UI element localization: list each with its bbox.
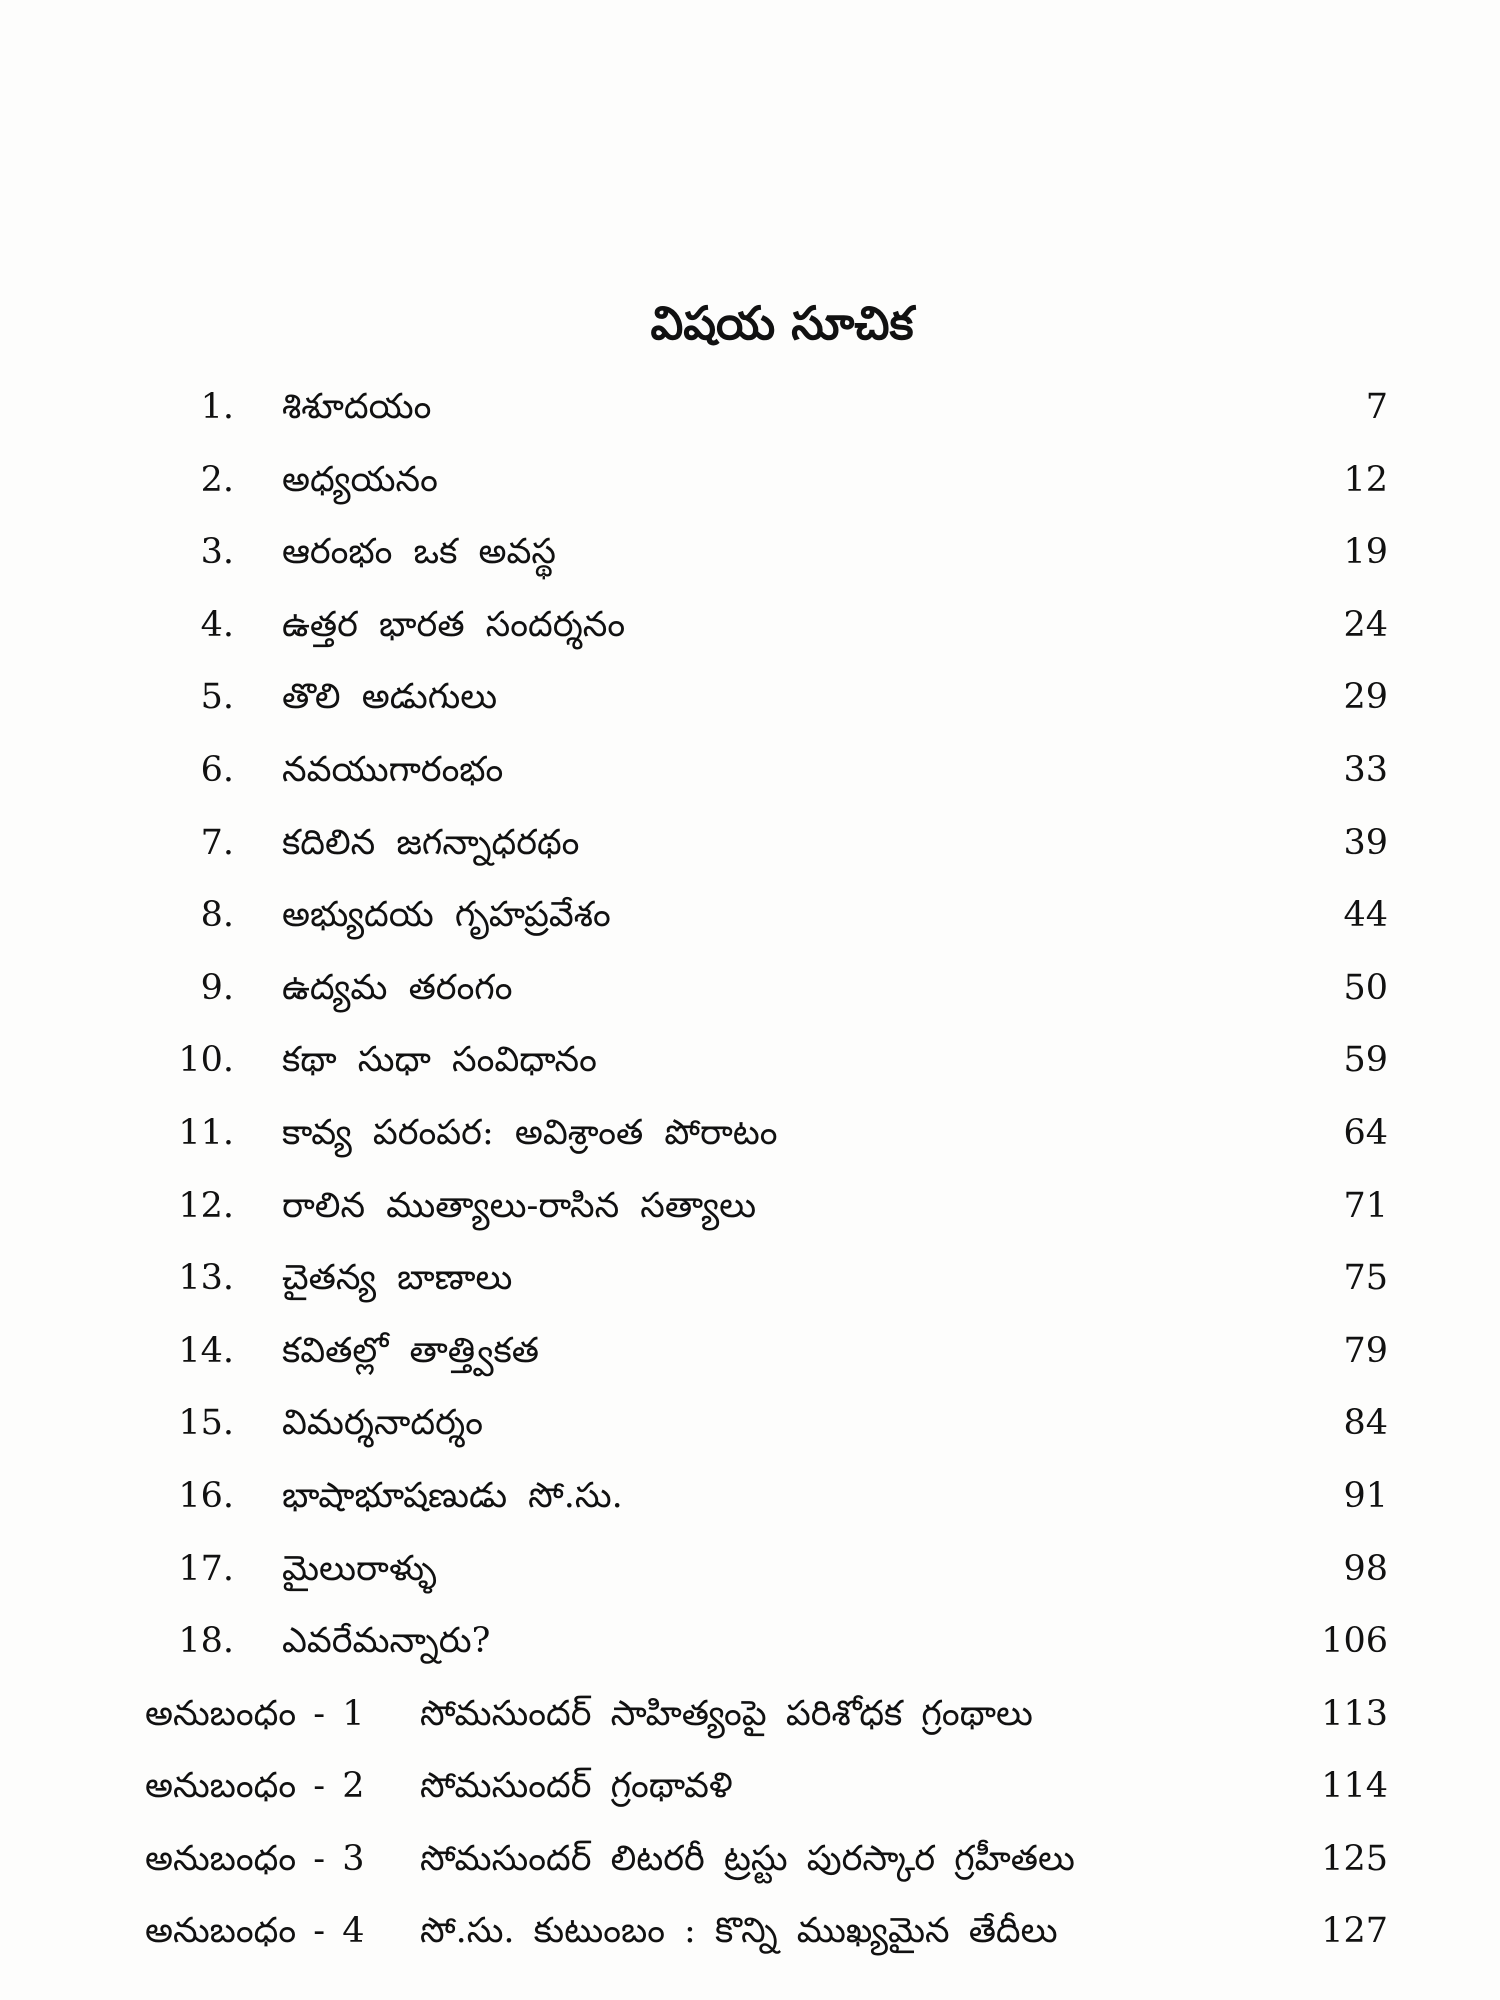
appendix-row — [0, 1823, 1500, 1896]
appendix-page: 125 — [1321, 1838, 1388, 1879]
chapter-title: శిశూదయం — [282, 387, 432, 427]
chapter-row — [0, 661, 1500, 734]
appendix-label: అనుబంధం - 3 — [145, 1838, 365, 1879]
chapter-number: 12. — [178, 1185, 234, 1226]
chapter-row — [0, 1024, 1500, 1097]
chapter-title: ఉద్యమ తరంగం — [282, 967, 513, 1008]
chapter-number: 10. — [178, 1040, 234, 1081]
chapter-page: 44 — [1343, 895, 1388, 936]
appendix-label: అనుబంధం - 4 — [145, 1911, 365, 1952]
chapter-page: 12 — [1343, 459, 1388, 500]
chapter-row — [0, 516, 1500, 589]
appendix-row — [0, 1678, 1500, 1751]
chapter-title: విమర్శనాదర్శం — [282, 1403, 483, 1444]
chapter-title: నవయుగారంభం — [282, 749, 504, 790]
appendix-row — [0, 1895, 1500, 1968]
appendix-page: 127 — [1321, 1911, 1388, 1952]
chapter-row — [0, 1170, 1500, 1243]
chapter-page: 59 — [1343, 1040, 1388, 1081]
chapter-page: 75 — [1343, 1258, 1388, 1299]
appendix-page: 114 — [1321, 1766, 1388, 1807]
appendix-page: 113 — [1321, 1693, 1388, 1734]
chapter-number: 9. — [200, 967, 234, 1008]
chapter-title: అభ్యుదయ గృహప్రవేశం — [282, 895, 611, 936]
chapter-number: 18. — [178, 1621, 234, 1662]
chapter-title: మైలురాళ్ళు — [282, 1548, 437, 1589]
appendix-title: సో.సు. కుటుంబం : కొన్ని ముఖ్యమైన తేదీలు — [420, 1911, 1058, 1952]
chapter-page: 7 — [1365, 387, 1388, 427]
chapter-row — [0, 1097, 1500, 1170]
chapter-row — [0, 1533, 1500, 1606]
chapter-row — [0, 807, 1500, 880]
chapter-number: 17. — [178, 1548, 234, 1589]
chapter-row — [0, 371, 1500, 444]
chapter-page: 19 — [1343, 532, 1388, 573]
chapter-number: 8. — [200, 895, 234, 936]
chapter-title: కావ్య పరంపర: అవిశ్రాంత పోరాటం — [282, 1112, 778, 1153]
chapter-number: 4. — [200, 604, 234, 645]
toc-title: విషయ సూచిక — [650, 296, 914, 350]
chapter-page: 84 — [1343, 1403, 1388, 1444]
chapter-row — [0, 952, 1500, 1025]
table-of-contents — [0, 371, 1500, 1968]
chapter-title: ఎవరేమన్నారు? — [282, 1621, 491, 1662]
chapter-title: అధ్యయనం — [282, 459, 438, 500]
chapter-number: 13. — [178, 1258, 234, 1299]
appendix-label: అనుబంధం - 2 — [145, 1766, 365, 1807]
chapter-page: 91 — [1343, 1475, 1388, 1516]
appendix-title: సోమసుందర్ లిటరరీ ట్రస్టు పురస్కార గ్రహీతలు — [420, 1838, 1075, 1879]
chapter-title: కథా సుధా సంవిధానం — [282, 1040, 597, 1081]
chapter-page: 39 — [1343, 822, 1388, 863]
chapter-row — [0, 1242, 1500, 1315]
chapter-row — [0, 879, 1500, 952]
chapter-number: 5. — [200, 677, 234, 718]
chapter-row — [0, 444, 1500, 517]
chapter-number: 6. — [200, 749, 234, 790]
chapter-title: చైతన్య బాణాలు — [282, 1258, 513, 1299]
chapter-number: 3. — [200, 532, 234, 573]
appendix-row — [0, 1750, 1500, 1823]
chapter-page: 64 — [1343, 1112, 1388, 1153]
chapter-number: 14. — [178, 1330, 234, 1371]
chapter-title: ఆరంభం ఒక అవస్థ — [282, 532, 556, 573]
chapter-title: రాలిన ముత్యాలు-రాసిన సత్యాలు — [282, 1185, 757, 1226]
appendix-title: సోమసుందర్ సాహిత్యంపై పరిశోధక గ్రంథాలు — [420, 1693, 1033, 1734]
chapter-row — [0, 1315, 1500, 1388]
chapter-number: 7. — [200, 822, 234, 863]
chapter-row — [0, 1387, 1500, 1460]
chapter-page: 33 — [1343, 749, 1388, 790]
chapter-page: 29 — [1343, 677, 1388, 718]
chapter-page: 50 — [1343, 967, 1388, 1008]
chapter-number: 15. — [178, 1403, 234, 1444]
chapter-title: కవితల్లో తాత్త్వికత — [282, 1330, 540, 1371]
appendix-label: అనుబంధం - 1 — [145, 1693, 365, 1734]
chapter-title: కదిలిన జగన్నాధరథం — [282, 822, 580, 863]
chapter-title: ఉత్తర భారత సందర్శనం — [282, 604, 626, 645]
chapter-row — [0, 1460, 1500, 1533]
chapter-title: తొలి అడుగులు — [282, 677, 498, 718]
chapter-number: 2. — [200, 459, 234, 500]
chapter-title: భాషాభూషణుడు సో.సు. — [282, 1475, 623, 1516]
chapter-page: 24 — [1343, 604, 1388, 645]
chapter-number: 11. — [178, 1112, 234, 1153]
chapter-page: 106 — [1321, 1621, 1388, 1662]
chapter-row — [0, 1605, 1500, 1678]
chapter-number: 1. — [200, 387, 234, 427]
chapter-page: 79 — [1343, 1330, 1388, 1371]
chapter-row — [0, 589, 1500, 662]
appendix-title: సోమసుందర్ గ్రంథావళి — [420, 1766, 733, 1807]
chapter-number: 16. — [178, 1475, 234, 1516]
chapter-row — [0, 734, 1500, 807]
chapter-page: 71 — [1343, 1185, 1388, 1226]
chapter-page: 98 — [1343, 1548, 1388, 1589]
